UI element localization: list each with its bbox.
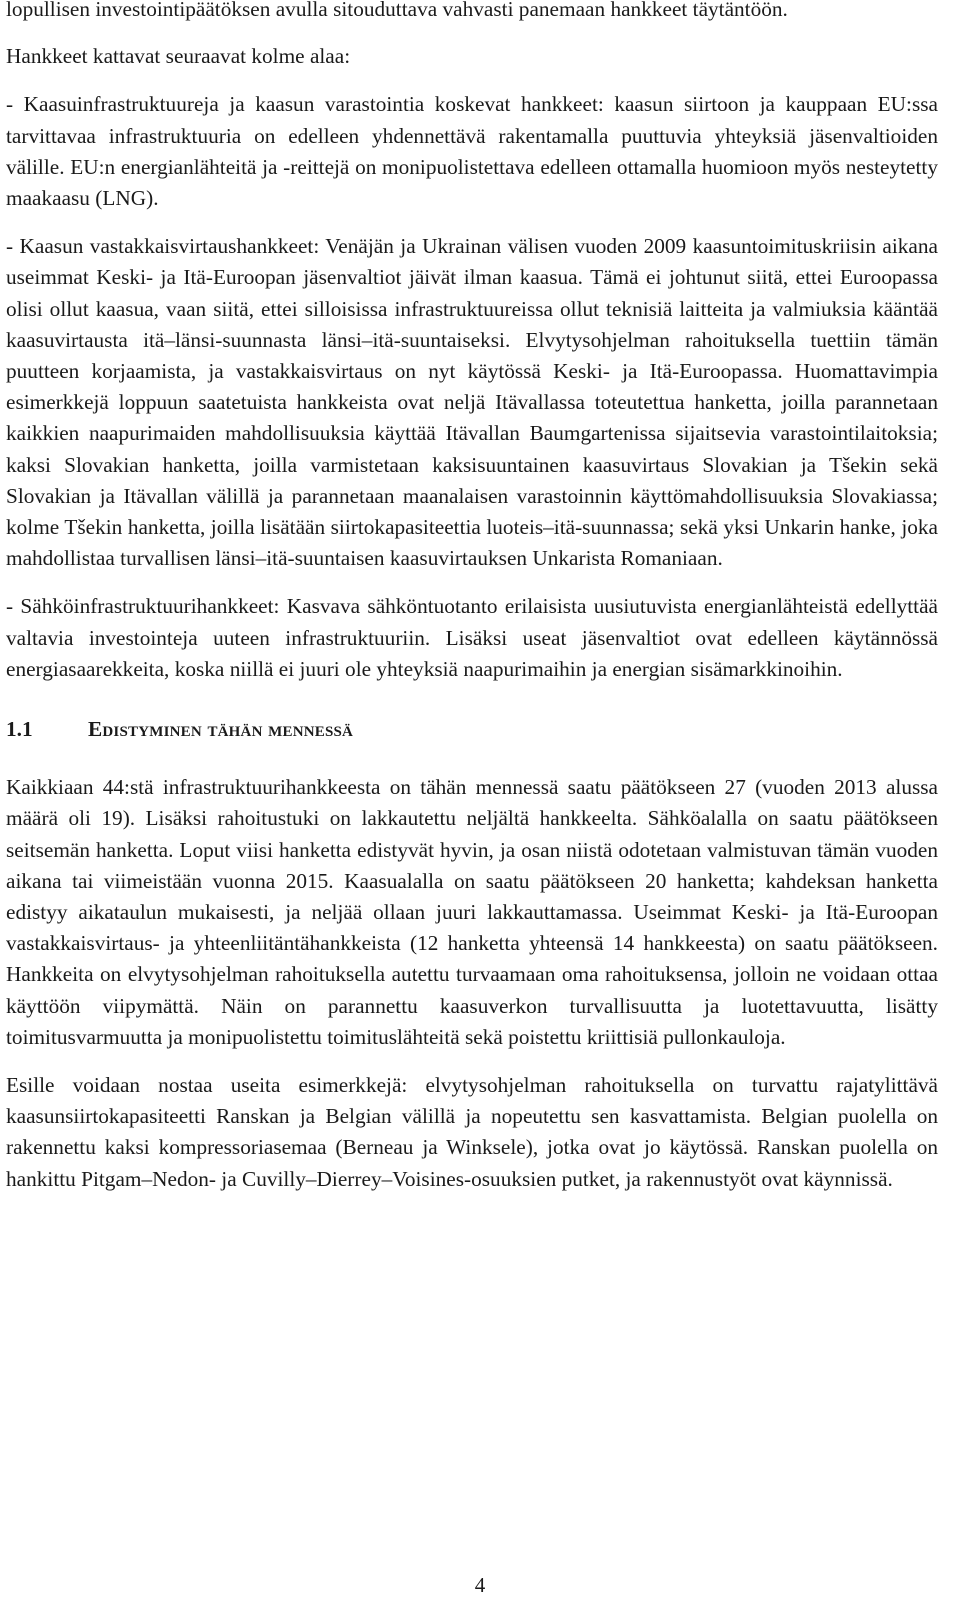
paragraph-electricity: - Sähköinfrastruktuurihankkeet: Kasvava sähköntuotanto erilaisista uusiutuvista energianlähteistä edellyttää valtavia investointeja uuteen infrastruktuuriin. Lisäksi useat jäsenvaltiot ovat edelleen käytännössä energiasaarekkeita, koska niillä ei juuri ole yhteyksiä naapurimaihin ja energian sisämarkkinoihin. — [6, 594, 938, 681]
paragraph-reverse-flow: - Kaasun vastakkaisvirtaushankkeet: Venäjän ja Ukrainan välisen vuoden 2009 kaasuntoimituskriisin aikana useimmat Keski- ja Itä-Euroopan jäsenvaltiot jäivät ilman kaasua. Tämä ei johtunut siitä, ettei Euroopassa olisi ollut kaasua, vaan siitä, ettei silloisissa infrastruktuureissa ollut teknisiä laitteita ja valmiuksia kääntää kaasuvirtausta itä–länsi-suunnasta länsi–itä-suuntaiseksi. Elvytysohjelman rahoituksella tuettiin tämän puutteen korjaamista, ja vastakkaisvirtaus on nyt käytössä Keski- ja Itä-Euroopassa. Huomattavimpia esimerkkejä loppuun saatetuista hankkeista ovat neljä Itävallassa toteutettua hanketta, joilla parannetaan kaikkien naapurimaiden mahdollisuuksia käyttää Itävallan Baumgartenissa sijaitsevia varastointilaitoksia; kaksi Slovakian hanketta, joilla varmistetaan kaksisuuntainen kaasuvirtaus Slovakian ja Tšekin sekä Slovakian ja Itävallan välillä ja parannetaan maanalaisen varastoinnin käyttömahdollisuuksia Slovakiassa; kolme Tšekin hanketta, joilla lisätään siirtokapasiteettia luoteis–itä-suunnassa; sekä yksi Unkarin hanke, joka mahdollistaa turvallisen länsi–itä-suuntaisen kaasuvirtauksen Unkarista Romaniaan. — [6, 234, 938, 571]
page-number: 4 — [474, 1573, 486, 1597]
paragraph-examples: Esille voidaan nostaa useita esimerkkejä: elvytysohjelman rahoituksella on turvattu rajatylittävä kaasunsiirtokapasiteetti Ranskan ja Belgian välillä ja nopeutettu sen kasvattamista. Belgian puolella on rakennettu kaksi kompressoriasemaa (Berneau ja Winksele), jotka ovat jo käytössä. Ranskan puolella on hankittu Pitgam–Nedon- ja Cuvilly–Dierrey–Voisines-osuuksien putket, ja rakennustyöt ovat käynnissä. — [6, 1073, 938, 1191]
section-number: 1.1 — [6, 717, 33, 742]
paragraph-areas-intro: Hankkeet kattavat seuraavat kolme alaa: — [6, 44, 351, 69]
paragraph-gas-infrastructure: - Kaasuinfrastruktuureja ja kaasun varastointia koskevat hankkeet: kaasun siirtoon ja kauppaan EU:ssa tarvittavaa infrastruktuuria on edelleen yhdennettävä rakentamalla puuttuvia yhteyksiä jäsenvaltioiden välille. EU:n energianlähteitä ja -reittejä on monipuolistettava edelleen ottamalla huomioon myös nesteytetty maakaasu (LNG). — [6, 92, 938, 211]
paragraph-intro-continuation: lopullisen investointipäätöksen avulla sitouduttava vahvasti panemaan hankkeet täytäntöön. — [6, 0, 788, 21]
section-title: Edistyminen tähän mennessä — [88, 717, 354, 742]
paragraph-progress: Kaikkiaan 44:stä infrastruktuurihankkeesta on tähän mennessä saatu päätökseen 27 (vuoden 2013 alussa määrä oli 19). Lisäksi rahoitustuki on lakkautettu neljältä hankkeelta. Sähköalalla on saatu päätökseen seitsemän hanketta. Loput viisi hanketta edistyvät hyvin, ja osan niistä odotetaan valmistuvan tämän vuoden aikana tai viimeistään vuonna 2015. Kaasualalla on saatu päätökseen 20 hanketta; kahdeksan hanketta edistyy aikataulun mukaisesti, ja neljää ollaan juuri lakkauttamassa. Useimmat Keski- ja Itä-Euroopan vastakkaisvirtaus- ja yhteenliitäntähankkeista (12 hanketta yhteensä 14 hankkeesta) on saatu päätökseen. Hankkeita on elvytysohjelman rahoituksella autettu turvaamaan oma rahoituksensa, jolloin ne voidaan ottaa käyttöön viipymättä. Näin on parannettu kaasuverkon turvallisuutta ja luotettavuutta, lisätty toimitusvarmuutta ja monipuolistettu toimituslähteitä sekä poistettu kriittisiä pullonkauloja. — [6, 775, 938, 1049]
section-heading — [6, 714, 938, 745]
document-page — [6, 0, 938, 1195]
